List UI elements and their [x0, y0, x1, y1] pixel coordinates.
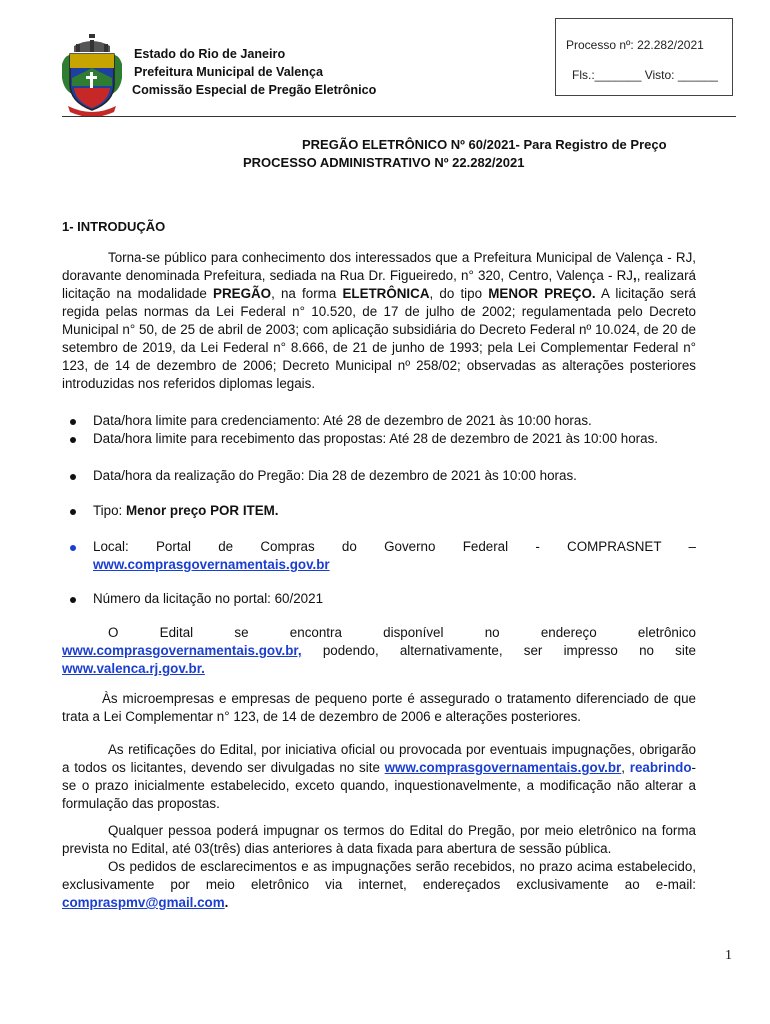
bullet-icon [70, 597, 76, 603]
comprasnet-link[interactable]: www.comprasgovernamentais.gov.br [93, 557, 330, 572]
list-item: Data/hora limite para recebimento das propostas: Até 28 de dezembro de 2021 às 10:00 horas. [70, 430, 710, 448]
header-prefecture: Prefeitura Municipal de Valença [134, 65, 323, 79]
intro-paragraph: Torna-se público para conhecimento dos interessados que a Prefeitura Municipal de Valença - RJ, doravante denominada Prefeitura, sediada na Rua Dr. Figueiredo, n° 320, Centro, Valença - RJ,, realizará licitação na modalidade PREGÃO, na forma ELETRÔNICA, do tipo MENOR PREÇO. A licitação será regida pelas normas da Lei Federal n° 10.520, de 17 de julho de 2002; regulamentada pelo Decreto Municipal n° 50, de 25 de abril de 2003; com aplicação subsidiária do Decreto Federal nº 10.024, de 20 de setembro de 2019, da Lei Federal n° 8.666, de 21 de junho de 1993; pela Lei Complementar Federal n° 123, de 14 de dezembro de 2006; Decreto Municipal nº 258/02; observadas as alterações posteriores introduzidas nos referidos diplomas legais. [62, 250, 696, 391]
retificacoes-paragraph: As retificações do Edital, por iniciativa oficial ou provocada por eventuais impugnações, obrigarão a todos os licitantes, devendo ser divulgadas no site www.comprasgovernamentais.gov.br, reabrindo-se o prazo inicialmente estabelecido, exceto quando, inquestionavelmente, a modificação não alterar a formulação das propostas. [62, 742, 696, 811]
comprasnet-link[interactable]: www.comprasgovernamentais.gov.br [384, 760, 622, 775]
esclarecimentos-paragraph: Os pedidos de esclarecimentos e as impugnações serão recebidos, no prazo acima estabelecido, exclusivamente por meio eletrônico via internet, endereçados exclusivamente ao e-mail: compraspmv@gmail.com. [62, 859, 696, 910]
header-institution [134, 45, 376, 99]
microempresas-paragraph: Às microempresas e empresas de pequeno porte é assegurado o tratamento diferenciado de que trata a Lei Complementar n° 123, de 14 de dezembro de 2006 e alterações posteriores. [62, 691, 696, 724]
document-title: PREGÃO ELETRÔNICO Nº 60/2021- Para Registro de Preço [302, 137, 667, 152]
process-stamp-box [555, 18, 733, 96]
comprasnet-link[interactable]: www.comprasgovernamentais.gov.br, [62, 643, 302, 658]
page-number: 1 [725, 948, 732, 963]
header-state: Estado do Rio de Janeiro [134, 47, 286, 61]
list-item: Tipo: Menor preço POR ITEM. [70, 502, 710, 520]
bullet-icon [70, 437, 76, 443]
header-divider [62, 116, 736, 117]
email-link[interactable]: compraspmv@gmail.com [62, 895, 225, 910]
valenca-site-link[interactable]: www.valenca.rj.gov.br. [62, 661, 205, 676]
section-heading: 1- INTRODUÇÃO [62, 219, 166, 234]
edital-availability-paragraph: O Edital se encontra disponível no endereço eletrônico www.comprasgovernamentais.gov.br, podendo, alternativamente, ser impresso no site www.valenca.rj.gov.br. [62, 625, 696, 676]
impugnacao-paragraph: Qualquer pessoa poderá impugnar os termos do Edital do Pregão, por meio eletrônico na forma prevista no Edital, até 03(três) dias anteriores à data fixada para abertura de sessão pública. [62, 823, 696, 856]
header-commission: Comissão Especial de Pregão Eletrônico [132, 83, 377, 97]
list-item: Número da licitação no portal: 60/2021 [70, 590, 710, 608]
bullet-icon [70, 474, 76, 480]
bullet-icon [70, 419, 76, 425]
process-number: Processo nº: 22.282/2021 [566, 38, 704, 52]
list-item: Local: Portal de Compras do Governo Federal - COMPRASNET – www.comprasgovernamentais.gov.br [70, 538, 696, 574]
list-item: Data/hora da realização do Pregão: Dia 28 de dezembro de 2021 às 10:00 horas. [70, 467, 710, 485]
list-item: Data/hora limite para credenciamento: Até 28 de dezembro de 2021 às 10:00 horas. [70, 412, 710, 430]
document-subtitle: PROCESSO ADMINISTRATIVO Nº 22.282/2021 [243, 155, 525, 170]
reabrindo-text: reabrindo [629, 760, 692, 775]
fls-visto-line: Fls.:_______ Visto: ______ [572, 68, 718, 82]
bullet-icon [70, 509, 76, 515]
bullet-icon [70, 545, 76, 551]
coat-of-arms-icon [60, 34, 124, 118]
